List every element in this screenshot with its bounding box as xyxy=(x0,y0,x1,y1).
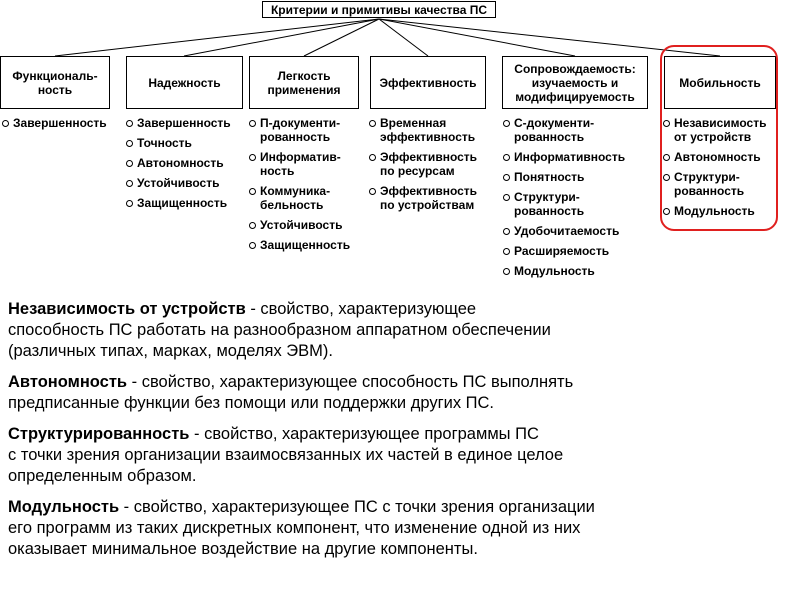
definition-text: - свойство, характеризующее способность ПС выполнять предписанные функции без помощи или поддержки других ПС. xyxy=(8,373,574,412)
bullet-icon xyxy=(126,140,133,147)
bullet-icon xyxy=(126,120,133,127)
category-mobility: Мобильность xyxy=(664,56,776,109)
list-item-label: Завершенность xyxy=(137,116,231,130)
list-item-label: Информатив- ность xyxy=(260,150,341,178)
bullet-icon xyxy=(663,120,670,127)
list-item xyxy=(501,150,653,164)
list-item xyxy=(661,170,791,198)
bullet-icon xyxy=(663,208,670,215)
list-item-label: Расширяемость xyxy=(514,244,610,258)
list-item-label: Структури- рованность xyxy=(514,190,585,218)
bullet-icon xyxy=(249,188,256,195)
list-item-label: Эффективность по ресурсам xyxy=(380,150,478,178)
list-item xyxy=(501,170,653,184)
definition-term: Автономность xyxy=(8,373,128,391)
list-item xyxy=(124,116,248,130)
category-efficiency: Эффективность xyxy=(370,56,486,109)
bullet-icon xyxy=(126,180,133,187)
bullet-icon xyxy=(126,160,133,167)
diagram-root: Критерии и примитивы качества ПС xyxy=(262,1,496,18)
list-item-label: Модульность xyxy=(674,204,755,218)
list-item-label: Точность xyxy=(137,136,192,150)
bullet-icon xyxy=(249,154,256,161)
list-item xyxy=(367,184,499,212)
bullet-icon xyxy=(503,194,510,201)
connector-line xyxy=(55,19,379,56)
list-item-label: Автономность xyxy=(137,156,224,170)
list-item xyxy=(124,156,248,170)
items-functionality xyxy=(0,116,122,136)
list-item-label: Коммуника- бельность xyxy=(260,184,331,212)
list-item xyxy=(124,136,248,150)
items-reliability xyxy=(124,116,248,216)
bullet-icon xyxy=(369,154,376,161)
bullet-icon xyxy=(249,222,256,229)
list-item-label: Информативность xyxy=(514,150,626,164)
definition-term: Независимость от устройств xyxy=(8,300,246,318)
bullet-icon xyxy=(369,188,376,195)
list-item-label: Временная эффективность xyxy=(380,116,476,144)
list-item-label: Эффективность по устройствам xyxy=(380,184,478,212)
bullet-icon xyxy=(503,154,510,161)
list-item xyxy=(501,190,653,218)
bullet-icon xyxy=(126,200,133,207)
list-item xyxy=(247,218,365,232)
list-item xyxy=(0,116,122,130)
bullet-icon xyxy=(503,268,510,275)
bullet-icon xyxy=(503,120,510,127)
category-usability: Легкость применения xyxy=(249,56,359,109)
list-item xyxy=(501,244,653,258)
bullet-icon xyxy=(663,154,670,161)
definition-term: Структурированность xyxy=(8,425,190,443)
definition-modularity xyxy=(8,497,778,560)
list-item xyxy=(367,116,499,144)
connector-line xyxy=(379,19,428,56)
items-mobility xyxy=(661,116,791,224)
list-item-label: Модульность xyxy=(514,264,595,278)
category-maintainability: Сопровождаемость: изучаемость и модифицируемость xyxy=(502,56,648,109)
bullet-icon xyxy=(249,120,256,127)
list-item-label: Устойчивость xyxy=(137,176,220,190)
list-item xyxy=(247,150,365,178)
items-usability xyxy=(247,116,365,258)
list-item-label: Автономность xyxy=(674,150,761,164)
bullet-icon xyxy=(503,174,510,181)
connector-line xyxy=(304,19,379,56)
list-item xyxy=(367,150,499,178)
list-item-label: Устойчивость xyxy=(260,218,343,232)
list-item xyxy=(124,176,248,190)
list-item xyxy=(247,116,365,144)
bullet-icon xyxy=(663,174,670,181)
list-item xyxy=(661,116,791,144)
list-item xyxy=(501,224,653,238)
bullet-icon xyxy=(503,228,510,235)
definition-independence xyxy=(8,299,778,362)
definitions xyxy=(8,299,778,570)
items-maintainability xyxy=(501,116,653,284)
bullet-icon xyxy=(249,242,256,249)
list-item xyxy=(501,116,653,144)
list-item-label: С-документи- рованность xyxy=(514,116,595,144)
list-item-label: П-документи- рованность xyxy=(260,116,341,144)
list-item-label: Защищенность xyxy=(260,238,351,252)
bullet-icon xyxy=(503,248,510,255)
list-item-label: Защищенность xyxy=(137,196,228,210)
definition-text: - свойство, характеризующее способность ПС работать на разнообразном аппаратном обеспечении (различных типах, марках, моделях ЭВМ). xyxy=(8,300,551,360)
list-item xyxy=(661,204,791,218)
list-item-label: Независимость от устройств xyxy=(674,116,767,144)
list-item-label: Понятность xyxy=(514,170,585,184)
category-reliability: Надежность xyxy=(126,56,243,109)
items-efficiency xyxy=(367,116,499,218)
category-functionality: Функциональ- ность xyxy=(0,56,110,109)
list-item xyxy=(247,238,365,252)
list-item-label: Структури- рованность xyxy=(674,170,745,198)
bullet-icon xyxy=(2,120,9,127)
definition-text: - свойство, характеризующее ПС с точки зрения организации его программ из таких дискретных компонент, что изменение одной из них оказывает минимальное воздействие на другие компоненты. xyxy=(8,498,595,558)
list-item xyxy=(247,184,365,212)
list-item xyxy=(501,264,653,278)
list-item xyxy=(661,150,791,164)
definition-text: - свойство, характеризующее программы ПС с точки зрения организации взаимосвязанных их частей в единое целое определенным образом. xyxy=(8,425,564,485)
list-item-label: Завершенность xyxy=(13,116,107,130)
list-item xyxy=(124,196,248,210)
definition-structuredness xyxy=(8,424,778,487)
definition-autonomy xyxy=(8,372,778,414)
bullet-icon xyxy=(369,120,376,127)
list-item-label: Удобочитаемость xyxy=(514,224,620,238)
definition-term: Модульность xyxy=(8,498,120,516)
